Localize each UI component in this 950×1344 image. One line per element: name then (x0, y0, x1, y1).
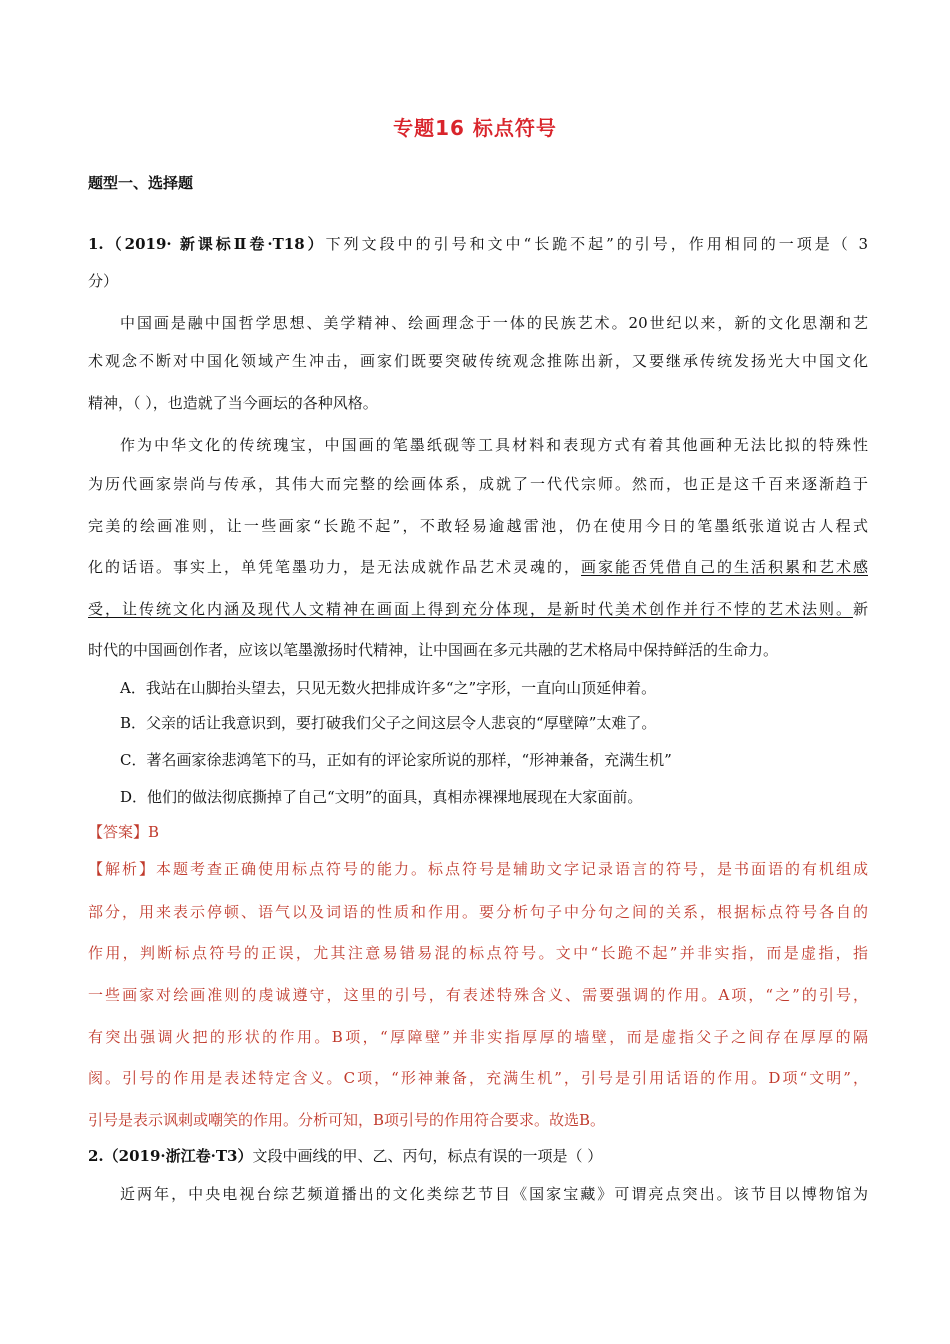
q1-stem: 下列文段中的引号和文中“长跪不起”的引号，作用相同的一项是（ 3 (325, 235, 868, 253)
q1-underlined-text: 画家能否凭借自己的生活积累和艺术感 (580, 558, 868, 576)
answer-value: B (148, 823, 160, 841)
q1-analysis-line: 阂。引号的作用是表述特定含义。C项，“形神兼备，充满生机”，引号是引用话语的作用。D项“文明”， (88, 1069, 868, 1087)
q1-passage-line: 术观念不断对中国化领域产生冲击，画家们既要突破传统观念推陈出新，又要继承传统发扬光大中国文化 (88, 352, 868, 370)
q2-header (88, 1146, 868, 1166)
q1-analysis-line (88, 859, 868, 879)
section-heading: 题型一、选择题 (88, 174, 194, 192)
q1-header-line-1 (88, 234, 868, 254)
q1-passage-line: 为历代画家崇尚与传承，其伟大而完整的绘画体系，成就了一代代宗师。然而，也正是这千百来逐渐趋于 (88, 475, 868, 493)
q1-passage-line (88, 599, 868, 619)
q1-underlined-text: 受，让传统文化内涵及现代人文精神在画面上得到充分体现，是新时代美术创作并行不悖的艺术法则。 (88, 600, 853, 618)
q1-passage-line: 中国画是融中国哲学思想、美学精神、绘画理念于一体的民族艺术。20世纪以来，新的文化思潮和艺 (120, 314, 868, 332)
q1-analysis-line: 部分，用来表示停顿、语气以及词语的性质和作用。要分析句子中分句之间的关系，根据标点符号各自的 (88, 903, 868, 921)
analysis-text: 本题考查正确使用标点符号的能力。标点符号是辅助文字记录语言的符号，是书面语的有机组成 (156, 860, 868, 878)
analysis-label: 【解析】 (88, 860, 156, 878)
q1-analysis-line: 引号是表示讽刺或嘲笑的作用。分析可知，B项引号的作用符合要求。故选B。 (88, 1111, 606, 1129)
q1-passage-line: 完美的绘画准则，让一些画家“长跪不起”，不敢轻易逾越雷池，仍在使用今日的笔墨纸张道说古人程式 (88, 517, 868, 535)
q2-passage-line: 近两年，中央电视台综艺频道播出的文化类综艺节目《国家宝藏》可谓亮点突出。该节目以博物馆为 (120, 1185, 868, 1203)
q1-passage-text: 新 (852, 600, 868, 618)
q1-option-a: A．我站在山脚抬头望去，只见无数火把排成许多“之”字形，一直向山顶延伸着。 (120, 679, 657, 697)
q1-analysis-line: 一些画家对绘画准则的虔诚遵守，这里的引号，有表述特殊含义、需要强调的作用。A项，“之”的引号， (88, 986, 868, 1004)
page-title: 专题16 标点符号 (393, 116, 557, 140)
q2-source: 2.（2019·浙江卷·T3） (88, 1147, 253, 1165)
q1-passage-text: 化的话语。事实上，单凭笔墨功力，是无法成就作品艺术灵魂的， (88, 558, 581, 576)
q1-analysis-line: 有突出强调火把的形状的作用。B项，“厚障壁”并非实指厚厚的墙壁，而是虚指父子之间存在厚厚的隔 (88, 1028, 868, 1046)
answer-label: 【答案】 (88, 823, 149, 841)
q1-header-line-2: 分） (88, 272, 119, 290)
q1-passage-line (88, 557, 868, 577)
q1-analysis-line: 作用，判断标点符号的正误，尤其注意易错易混的标点符号。文中“长跪不起”并非实指，而是虚指，指 (88, 944, 868, 962)
q1-passage-line: 时代的中国画创作者，应该以笔墨激扬时代精神，让中国画在多元共融的艺术格局中保持鲜活的生命力。 (88, 641, 779, 659)
q1-answer (88, 822, 868, 842)
q1-passage-line: 作为中华文化的传统瑰宝，中国画的笔墨纸砚等工具材料和表现方式有着其他画种无法比拟的特殊性 (120, 436, 868, 454)
q1-option-d: D．他们的做法彻底撕掉了自己“文明”的面具，真相赤裸裸地展现在大家面前。 (120, 788, 643, 806)
q1-option-b: B．父亲的话让我意识到，要打破我们父子之间这层令人悲哀的“厚壁障”太难了。 (120, 714, 657, 732)
q1-source: 1.（2019· 新课标Ⅱ卷·T18） (88, 235, 326, 253)
q2-stem: 文段中画线的甲、乙、丙句，标点有误的一项是（ ） (252, 1147, 603, 1165)
q1-passage-line: 精神，（ ），也造就了当今画坛的各种风格。 (88, 394, 378, 412)
q1-option-c: C．著名画家徐悲鸿笔下的马，正如有的评论家所说的那样，“形神兼备，充满生机” (120, 751, 672, 769)
